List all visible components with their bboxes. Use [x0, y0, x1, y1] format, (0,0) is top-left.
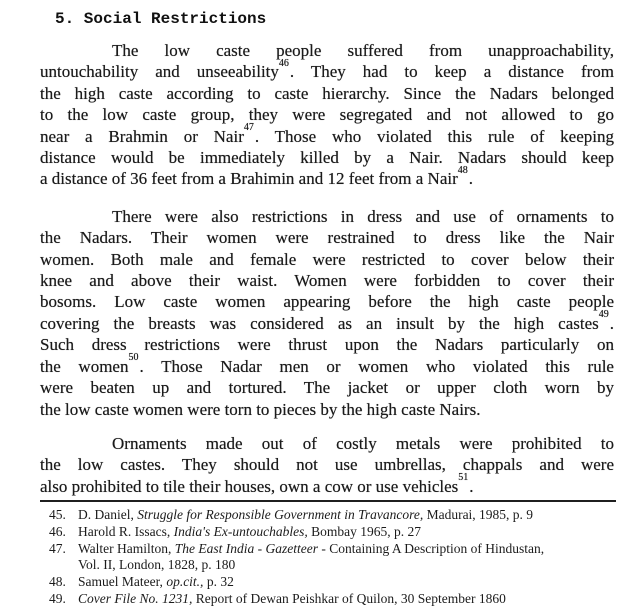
text-line: There were also restrictions in dress and use of ornaments to: [112, 206, 614, 226]
footnote: [40, 507, 616, 524]
text-line: the low castes. They should not use umbrellas, chappals and were: [40, 455, 614, 475]
footnote-text: Vol. II, London, 1828, p. 180: [78, 557, 236, 573]
footnotes-section: [40, 500, 616, 608]
text-line: covering the breasts was considered as an insult by the high castes$^{49}$.: [40, 309, 614, 333]
footnote-list: [40, 507, 616, 608]
footnote-text: D. Daniel, Struggle for Responsible Government in Travancore, Madurai, 1985, p. 9: [78, 507, 534, 522]
footnote-number: 49.: [49, 590, 66, 606]
text-line: The low caste people suffered from unapproachability,: [112, 41, 614, 60]
text-line: untouchability and unseeability$^{46}$. They had to keep a distance from: [40, 57, 614, 82]
footnote-text: Cover File No. 1231, Report of Dewan Peishkar of Quilon, 30 September 1860: [78, 590, 506, 606]
text-line: near a Brahmin or Nair$^{47}$. Those who violated this rule of keeping: [40, 121, 614, 146]
footnote: [40, 557, 616, 574]
text-line: the low caste women were torn to pieces by the high caste Nairs.: [40, 399, 481, 419]
text-line: Ornaments made out of costly metals were prohibited to: [112, 433, 614, 453]
text-line: were beaten up and tortured. The jacket or upper cloth worn by: [40, 378, 614, 398]
footnote-divider: [40, 500, 616, 502]
footnote-text: Samuel Mateer, op.cit., p. 32: [78, 574, 234, 590]
text-line: distance would be immediately killed by a Nair. Nadars should keep: [40, 148, 614, 168]
footnote-number: 47.: [49, 540, 66, 556]
body-paragraphs: [40, 40, 614, 497]
section-heading: 5. Social Restrictions: [55, 10, 267, 28]
footnote-number: 46.: [49, 523, 66, 539]
text-line: also prohibited to tile their houses, own a cow or use vehicles$^{51}$.: [40, 472, 474, 496]
footnote-number: 45.: [49, 507, 66, 522]
text-column: [40, 8, 614, 497]
text-line: a distance of 36 feet from a Brahimin and 12 feet from a Nair$^{48}$.: [40, 164, 474, 189]
footnote-text: Harold R. Issacs, India's Ex-untouchables, Bombay 1965, p. 27: [78, 523, 421, 539]
paragraph: [40, 433, 614, 497]
footnote-text: Walter Hamilton, The East India - Gazetteer - Containing A Description of Hindustan,: [78, 540, 545, 556]
text-line: knee and above their waist. Women were forbidden to cover their: [40, 271, 614, 291]
footnote: [40, 541, 616, 558]
footnote: [40, 574, 616, 591]
text-line: to the low caste group, they were segregated and not allowed to go: [40, 105, 614, 125]
paragraph: [40, 40, 614, 190]
footnote: [40, 524, 616, 541]
footnote: [40, 591, 616, 608]
text-line: Such dress restrictions were thrust upon the Nadars particularly on: [40, 335, 614, 355]
text-line: the Nadars. Their women were restrained to dress like the Nair: [40, 228, 614, 248]
footnote-number: [40, 557, 78, 574]
footnote-number: 48.: [49, 574, 66, 590]
paragraph: [40, 206, 614, 420]
text-line: bosoms. Low caste women appearing before the high caste people: [40, 292, 614, 312]
text-line: the high caste according to caste hierarchy. Since the Nadars belonged: [40, 83, 614, 103]
text-line: women. Both male and female were restricted to cover below their: [40, 249, 614, 269]
text-line: the women$^{50}$. Those Nadar men or women who violated this rule: [40, 352, 614, 376]
